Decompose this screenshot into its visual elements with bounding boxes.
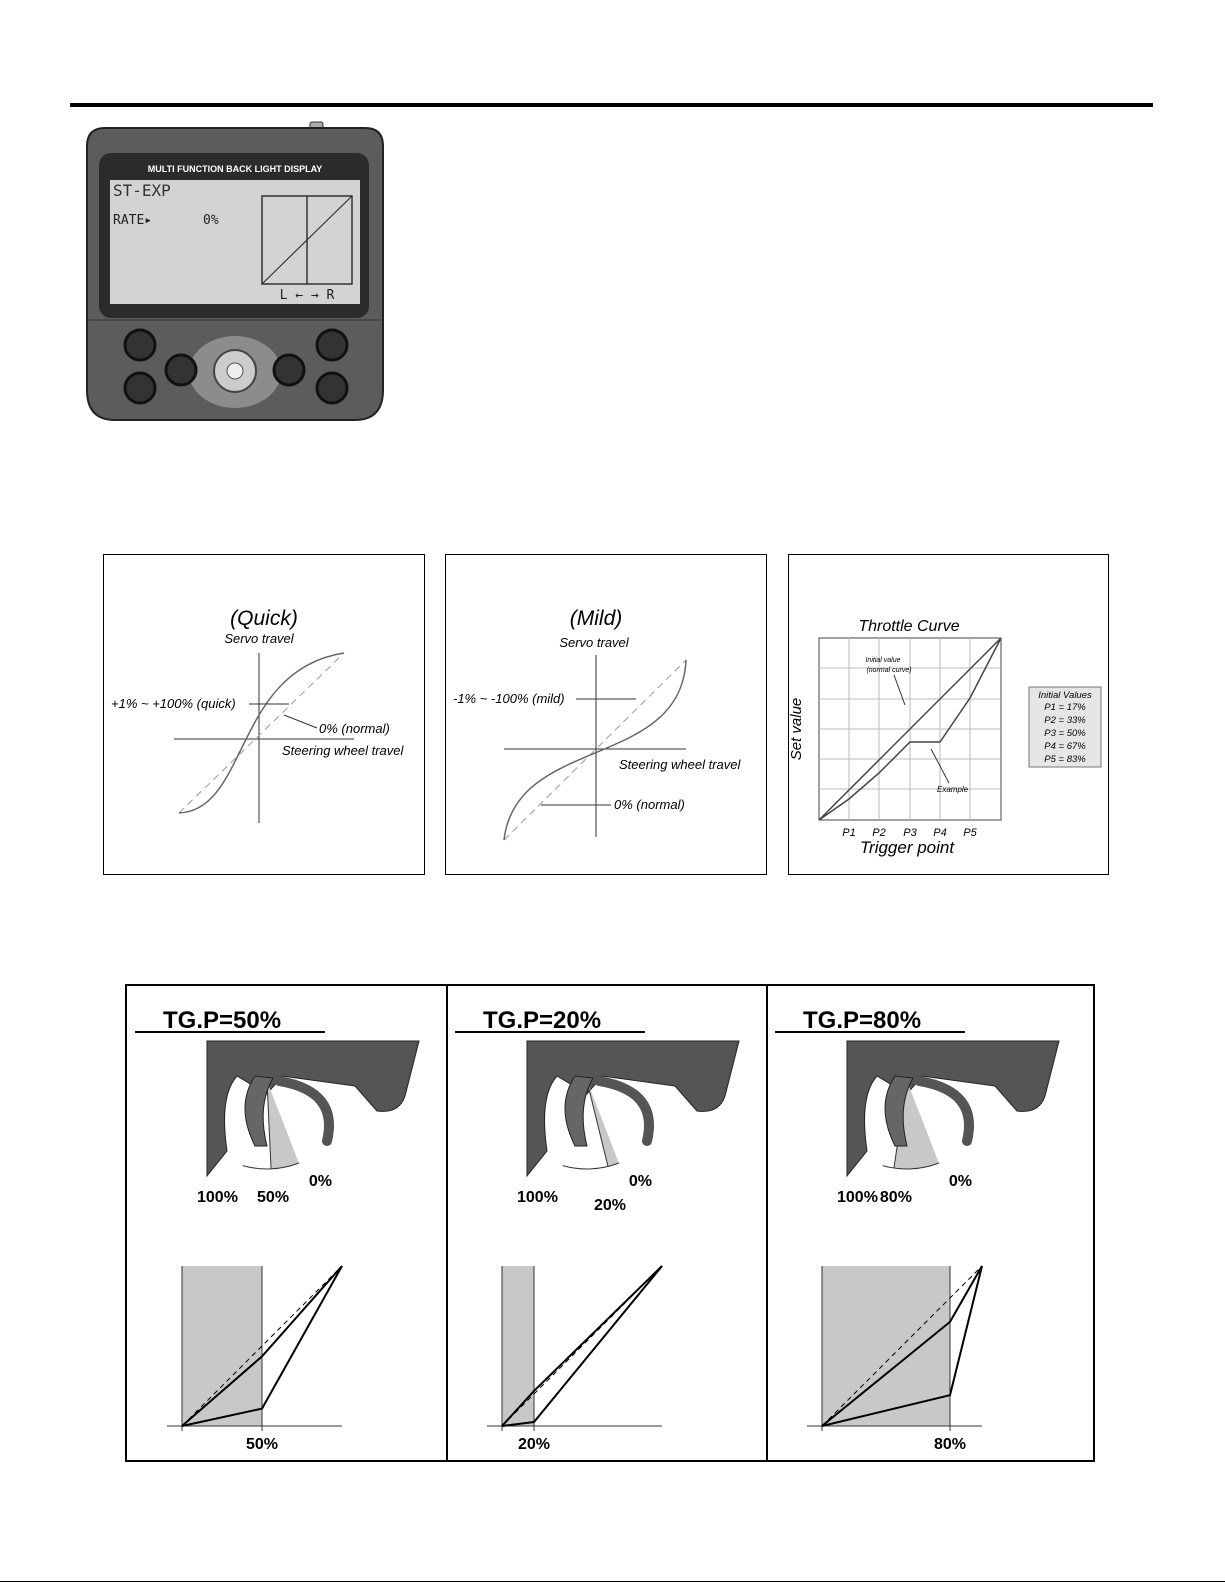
throttle-initial-note: Initial value	[865, 657, 901, 664]
throttle-p4: P4	[933, 827, 947, 839]
quick-steering-label: Steering wheel travel	[282, 743, 404, 758]
lcd-rate-label: RATE▸	[113, 213, 153, 228]
trigger-range-shade	[587, 1081, 619, 1166]
throttle-title: Throttle Curve	[858, 618, 960, 635]
throttle-example-label: Example	[937, 785, 969, 794]
throttle-legend-p2: P2 = 33%	[1044, 715, 1086, 726]
knob-icon[interactable]	[125, 373, 155, 403]
trigger-housing	[207, 1041, 419, 1176]
trigger-point-figures	[127, 986, 1093, 1460]
mild-exp-panel	[445, 554, 767, 875]
throttle-curve-panel	[788, 554, 1109, 875]
tgp-graph-shade	[182, 1266, 262, 1426]
quick-title: (Quick)	[230, 607, 298, 630]
tgp-label-0: 0%	[948, 1173, 973, 1190]
tgp-label-mid: 80%	[879, 1189, 912, 1206]
throttle-xlabel: Trigger point	[859, 838, 955, 857]
top-rule	[70, 103, 1153, 107]
tgp-label-0: 0%	[628, 1173, 653, 1190]
throttle-legend-p5: P5 = 83%	[1044, 754, 1086, 765]
trigger-mid-mark	[587, 1081, 608, 1166]
throttle-initial-leader	[894, 675, 905, 705]
mild-range-label: -1% ~ -100% (mild)	[453, 691, 565, 706]
tgp-label-0: 0%	[308, 1173, 333, 1190]
quick-exp-panel	[103, 554, 425, 875]
throttle-initial-note-2: (normal curve)	[866, 667, 912, 674]
throttle-p2: P2	[872, 827, 886, 839]
knob-icon[interactable]	[166, 355, 196, 385]
tgp-label-100: 100%	[197, 1189, 238, 1206]
trigger-icon	[565, 1076, 593, 1146]
throttle-ylabel: Set value	[789, 697, 805, 761]
tgp-axis-label: 20%	[517, 1436, 551, 1453]
tgp-label-mid: 20%	[593, 1197, 627, 1214]
tgp-title: TG.P=80%	[803, 1007, 922, 1034]
throttle-legend-p1: P1 = 17%	[1044, 702, 1086, 713]
mild-normal-label: 0% (normal)	[614, 797, 685, 812]
tgp-label-100: 100%	[837, 1189, 878, 1206]
knob-icon[interactable]	[274, 355, 304, 385]
trigger-housing	[527, 1041, 739, 1176]
throttle-legend-p4: P4 = 67%	[1044, 741, 1086, 752]
mild-servo-label: Servo travel	[559, 635, 629, 650]
tgp-label-100: 100%	[517, 1189, 558, 1206]
trigger-housing	[847, 1041, 1059, 1176]
quick-servo-label: Servo travel	[224, 631, 294, 646]
trigger-point-strip	[125, 984, 1095, 1462]
quick-normal-label: 0% (normal)	[319, 721, 390, 736]
mild-title: (Mild)	[569, 607, 623, 630]
lcd-title: ST-EXP	[113, 181, 171, 200]
throttle-p5: P5	[963, 827, 977, 839]
tgp-label-mid: 50%	[257, 1189, 290, 1206]
throttle-legend-title: Initial Values	[1038, 690, 1092, 701]
tgp-graph-shade	[822, 1266, 950, 1426]
lcd-rate-value: 0%	[203, 213, 219, 228]
knob-icon[interactable]	[125, 330, 155, 360]
knob-icon[interactable]	[317, 373, 347, 403]
throttle-p3: P3	[903, 827, 917, 839]
transmitter-display-unit	[85, 120, 385, 425]
quick-range-label: +1% ~ +100% (quick)	[111, 696, 236, 711]
mild-normal-line	[504, 660, 686, 840]
trigger-range-shade	[267, 1081, 299, 1169]
knob-icon[interactable]	[317, 330, 347, 360]
throttle-legend-p3: P3 = 50%	[1044, 728, 1086, 739]
jog-dial-center[interactable]	[227, 363, 243, 379]
tgp-title: TG.P=50%	[163, 1007, 282, 1034]
lcd-axis-label: L ← → R	[279, 288, 335, 303]
display-header: MULTI FUNCTION BACK LIGHT DISPLAY	[147, 164, 323, 174]
quick-normal-leader	[284, 715, 317, 728]
mild-steering-label: Steering wheel travel	[619, 757, 741, 772]
throttle-p1: P1	[842, 827, 856, 839]
tgp-graph-shade	[502, 1266, 534, 1426]
tgp-axis-label: 80%	[933, 1436, 967, 1453]
tgp-title: TG.P=20%	[483, 1007, 602, 1034]
bottom-rule	[0, 1581, 1225, 1582]
tgp-axis-label: 50%	[245, 1436, 279, 1453]
